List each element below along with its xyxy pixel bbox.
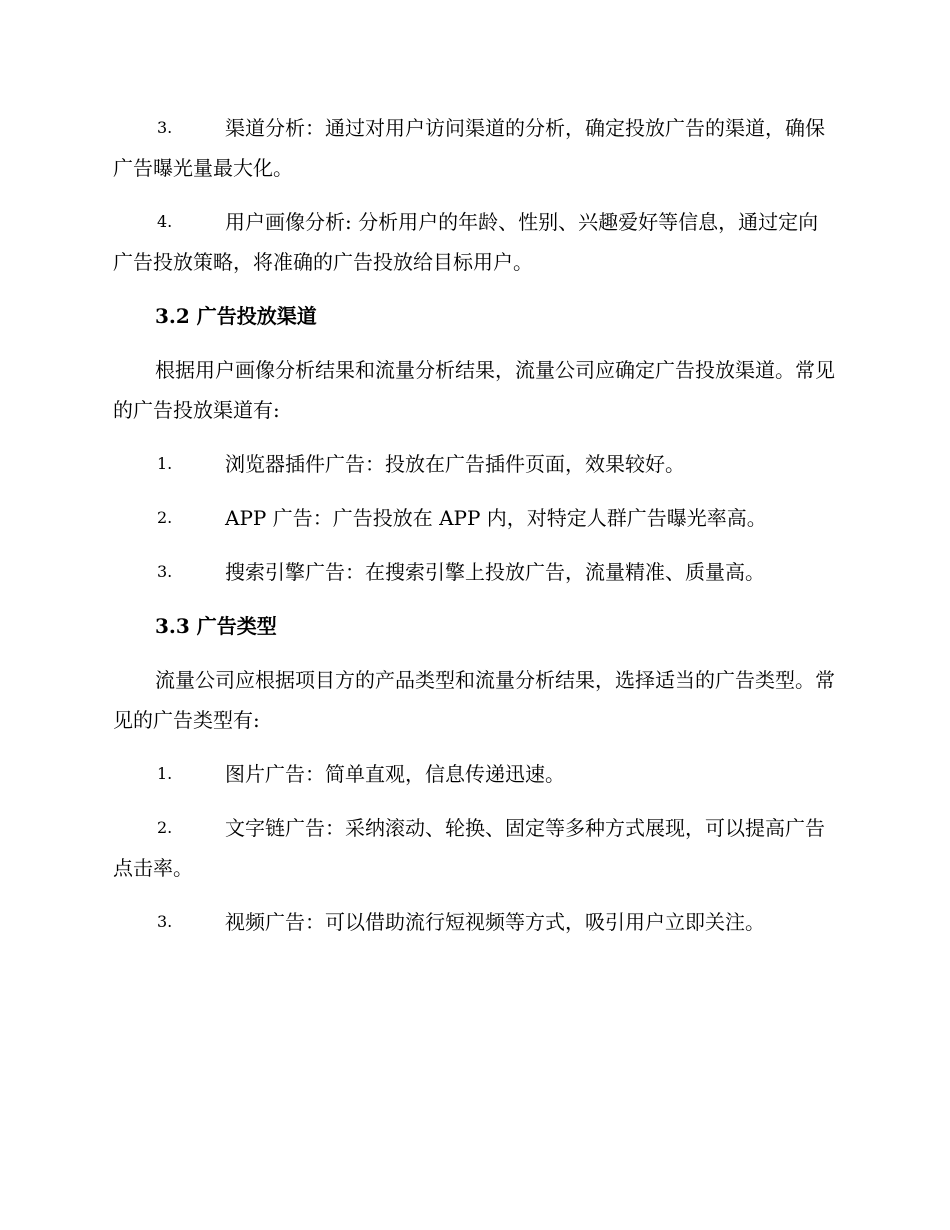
list-item bbox=[113, 202, 835, 282]
list-text: 用户画像分析: 分析用户的年龄、性别、兴趣爱好等信息，通过定向广告投放策略，将准确的广告投放给目标用户。 bbox=[113, 210, 819, 274]
section-heading: 3.2 广告投放渠道 bbox=[155, 304, 317, 328]
list-item bbox=[113, 552, 835, 592]
list-number: 3. bbox=[157, 562, 173, 581]
list-text: 文字链广告：采纳滚动、轮换、固定等多种方式展现，可以提高广告点击率。 bbox=[113, 816, 825, 880]
list-number: 2. bbox=[157, 818, 173, 837]
list-text: APP 广告：广告投放在 APP 内，对特定人群广告曝光率高。 bbox=[225, 506, 767, 530]
list-text: 图片广告：简单直观，信息传递迅速。 bbox=[225, 762, 565, 786]
list-item bbox=[113, 808, 835, 888]
list-item bbox=[113, 108, 835, 188]
paragraph: 根据用户画像分析结果和流量分析结果，流量公司应确定广告投放渠道。常见的广告投放渠道有: bbox=[113, 358, 835, 422]
list-item bbox=[113, 498, 835, 538]
list-text: 视频广告：可以借助流行短视频等方式，吸引用户立即关注。 bbox=[225, 910, 765, 934]
paragraph: 流量公司应根据项目方的产品类型和流量分析结果，选择适当的广告类型。常见的广告类型有: bbox=[113, 668, 835, 732]
document-content bbox=[113, 108, 835, 956]
list-number: 4. bbox=[157, 212, 173, 231]
section-heading: 3.3 广告类型 bbox=[155, 614, 277, 638]
list-text: 搜索引擎广告：在搜索引擎上投放广告，流量精准、质量高。 bbox=[225, 560, 765, 584]
list-item bbox=[113, 902, 835, 942]
list-text: 渠道分析：通过对用户访问渠道的分析，确定投放广告的渠道，确保广告曝光量最大化。 bbox=[113, 116, 825, 180]
list-item bbox=[113, 754, 835, 794]
list-number: 3. bbox=[157, 118, 173, 137]
list-number: 1. bbox=[157, 764, 173, 783]
list-number: 3. bbox=[157, 912, 173, 931]
list-text: 浏览器插件广告：投放在广告插件页面，效果较好。 bbox=[225, 452, 685, 476]
list-item bbox=[113, 444, 835, 484]
list-number: 1. bbox=[157, 454, 173, 473]
list-number: 2. bbox=[157, 508, 173, 527]
